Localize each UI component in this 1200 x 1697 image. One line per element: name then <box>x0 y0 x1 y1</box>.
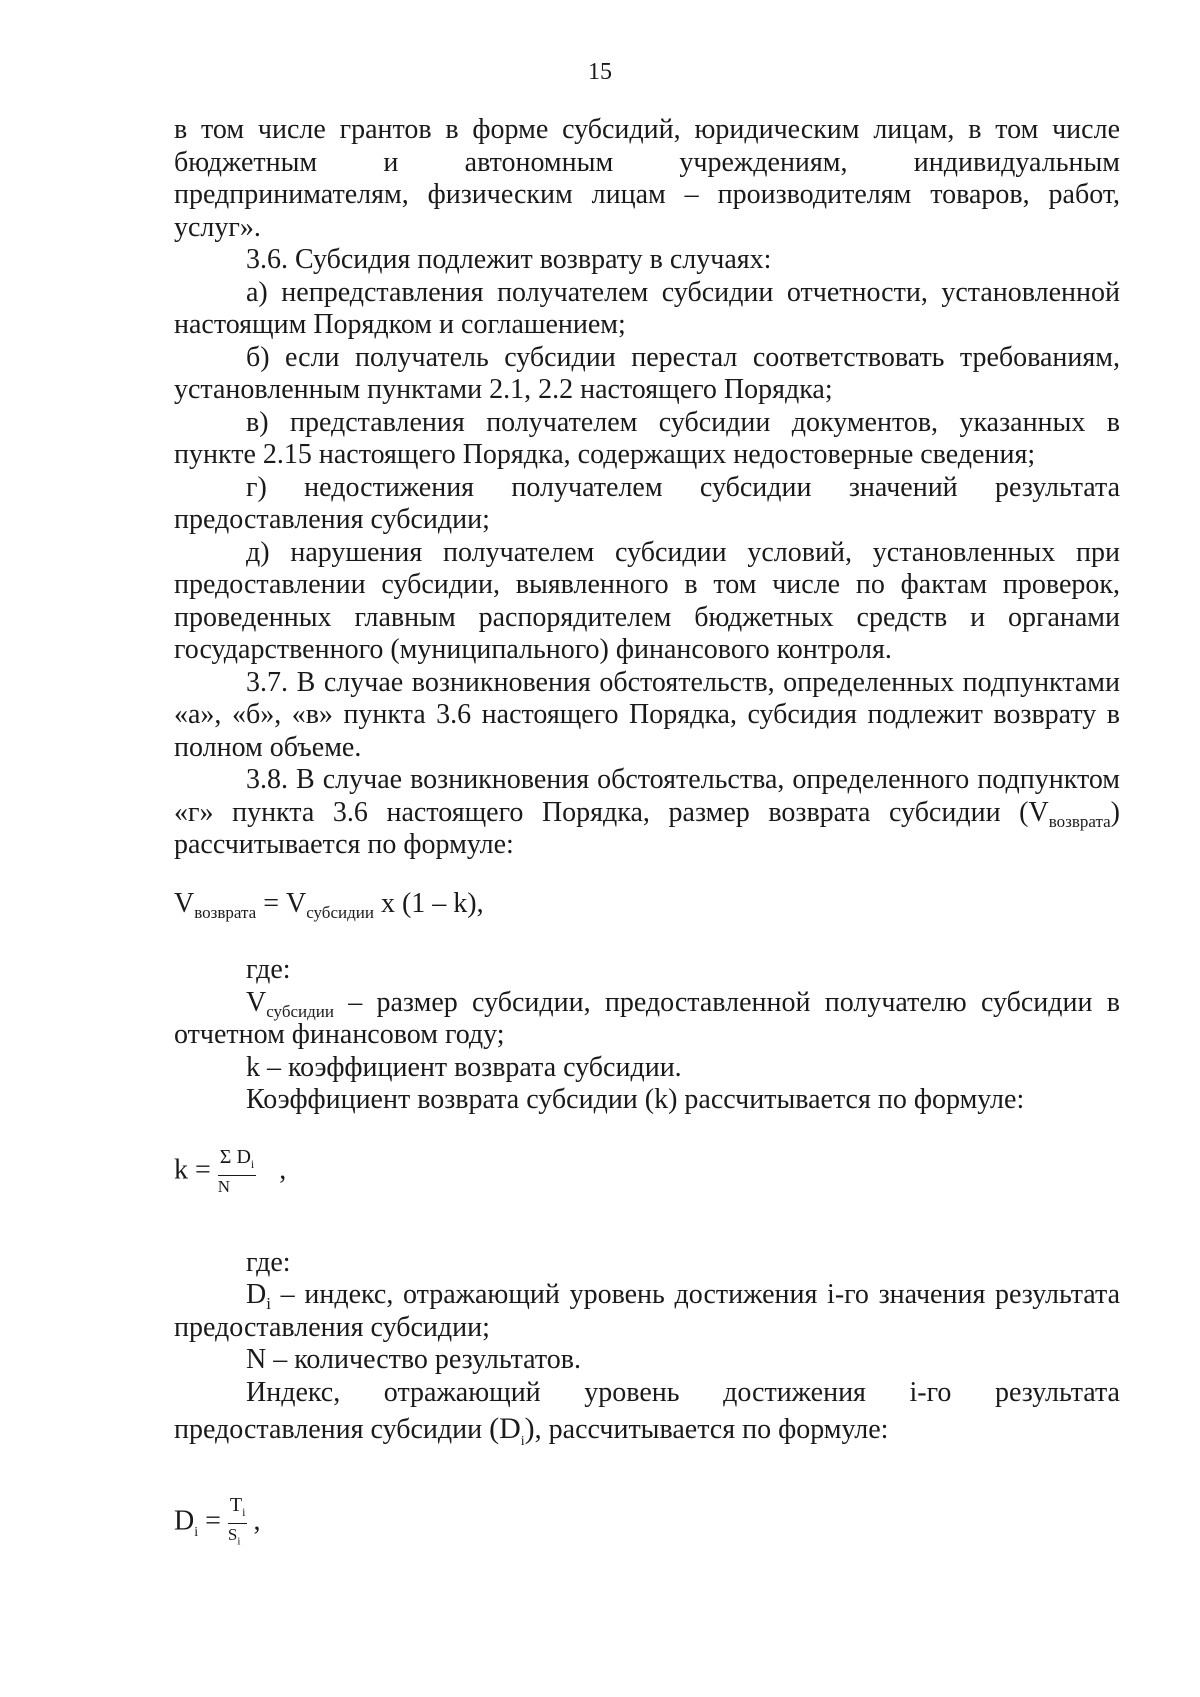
paragraph-text: , рассчитывается по формуле: <box>534 1414 889 1445</box>
paragraph <box>174 1413 1120 1459</box>
fraction-numerator-text: Σ D <box>219 1145 251 1168</box>
fraction-numerator <box>218 1147 256 1176</box>
formula-symbol: D <box>174 1505 195 1537</box>
fraction <box>228 1495 248 1551</box>
subscript: i <box>242 1504 246 1519</box>
formula-symbol: , <box>279 1153 287 1185</box>
subscript: возврата <box>194 902 257 922</box>
document-body <box>174 114 1120 1551</box>
fraction <box>218 1147 256 1197</box>
paragraph: б) если получатель субсидии перестал соответствовать требованиям, установленным пунктами 2.1, 2.2 настоящего Порядка; <box>174 341 1120 405</box>
formula-symbol: = V <box>256 887 307 919</box>
paragraph: где: <box>246 954 291 985</box>
paragraph: k – коэффициент возврата субсидии. <box>246 1051 682 1083</box>
fraction-denominator <box>228 1524 248 1551</box>
subscript: субсидии <box>266 1001 334 1021</box>
formula-symbol: x (1 – k), <box>373 887 484 919</box>
paragraph-text: (V <box>1019 796 1049 828</box>
paragraph-text: 3.8. В случае возникновения обстоятельства, определенного подпунктом «г» пункта 3.6 настоящего Порядка, размер возврата субсидии <box>174 764 1120 828</box>
formula-symbol: , <box>253 1505 261 1537</box>
paragraph <box>174 987 1120 1052</box>
paragraph: в) представления получателем субсидии документов, указанных в пункте 2.15 настоящего Порядка, содержащих недостоверные сведения; <box>174 406 1120 470</box>
paragraph: 3.7. В случае возникновения обстоятельств, определенных подпунктами «а», «б», «в» пункта 3.6 настоящего Порядка, субсидия подлежит возврату в полном объеме. <box>174 666 1120 763</box>
paragraph-text: предоставления субсидии <box>174 1414 490 1445</box>
paragraph: N – количество результатов. <box>246 1344 581 1375</box>
subscript: i <box>266 1294 271 1313</box>
subscript: i <box>194 1524 199 1540</box>
paragraph-text: ) рассчитывается по формуле: <box>174 796 1120 860</box>
formula-return-amount <box>174 888 1120 921</box>
fraction-denominator: N <box>217 1176 231 1196</box>
subscript: i <box>520 1434 525 1449</box>
formula-symbol: = <box>198 1505 221 1537</box>
paragraph-text: – размер субсидии, предоставленной получателю субсидии в отчетном финансовом году; <box>174 986 1120 1050</box>
paragraph: г) недостижения получателем субсидии значений результата предоставления субсидии; <box>174 471 1120 535</box>
fraction-numerator-text: T <box>229 1493 243 1516</box>
paragraph: Коэффициент возврата субсидии (k) рассчитывается по формуле: <box>246 1084 1025 1115</box>
paragraph: д) нарушения получателем субсидии условий, установленных при предоставлении субсидии, выявленного в том числе по фактам проверок, проведенных главным распорядителем бюджетных средств и органами государственного (муниципального) финансового контроля. <box>174 536 1120 665</box>
paragraph <box>174 764 1120 862</box>
paragraph: где: <box>246 1246 291 1278</box>
fraction-denominator-text: S <box>227 1524 238 1544</box>
fraction-numerator <box>228 1495 248 1524</box>
paragraph: Индекс, отражающий уровень достижения i-го результата <box>246 1376 1120 1408</box>
formula-symbol: $(D_i)$ <box>489 1412 535 1449</box>
paragraph-text: – индекс, отражающий уровень достижения i-го значения результата предоставления субсидии; <box>174 1279 1120 1343</box>
subscript: i <box>237 1534 241 1547</box>
formula-symbol: k = <box>174 1153 211 1185</box>
subscript: возврата <box>1048 811 1111 831</box>
subscript: i <box>250 1156 255 1171</box>
formula-symbol: D <box>499 1412 521 1445</box>
paragraph: 3.6. Субсидия подлежит возврату в случаях: <box>246 244 772 275</box>
paragraph <box>174 1279 1120 1344</box>
formula-index <box>174 1495 1120 1551</box>
formula-coefficient <box>174 1147 1120 1207</box>
paragraph: а) непредставления получателем субсидии отчетности, установленной настоящим Порядком и соглашением; <box>174 276 1120 340</box>
page-number: 15 <box>588 59 612 85</box>
formula-symbol: V <box>246 986 267 1018</box>
formula-symbol: D <box>246 1279 267 1310</box>
subscript: субсидии <box>306 902 374 922</box>
formula-symbol: V <box>174 887 195 919</box>
paragraph: в том числе грантов в форме субсидий, юридическим лицам, в том числе бюджетным и автономным учреждениям, индивидуальным предпринимателям, физическим лицам – производителям товаров, работ, услуг». <box>174 114 1120 243</box>
